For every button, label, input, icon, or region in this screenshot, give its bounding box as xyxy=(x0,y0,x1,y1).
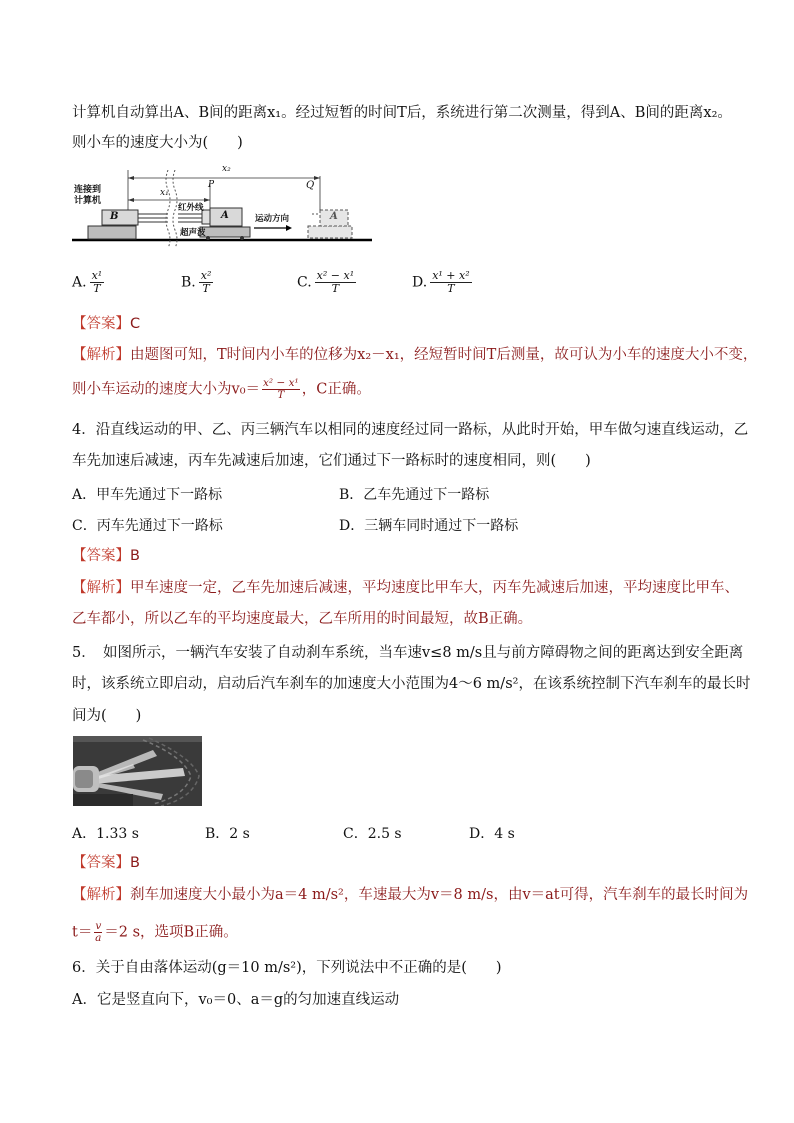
q5-analysis-line-1 xyxy=(72,885,748,905)
q4-option-d: D．三辆车同时通过下一路标 xyxy=(339,518,519,534)
q3-diagram xyxy=(72,164,377,248)
q5-answer xyxy=(72,853,140,873)
q3-option-d xyxy=(412,270,472,295)
a2-cart xyxy=(308,226,352,238)
label-q: Q xyxy=(306,180,315,191)
q6-text-line-1: 6．关于自由落体运动(g＝10 m/s²)，下列说法中不正确的是( ) xyxy=(72,960,502,976)
q5-analysis-tag: 【解析】 xyxy=(72,887,130,903)
q3-option-c-prefix: C. xyxy=(297,274,312,291)
q4-option-a: A．甲车先通过下一路标 xyxy=(72,487,223,503)
q5-analysis-text-2b: ＝2 s，选项B正确。 xyxy=(104,924,238,941)
label-a2: A xyxy=(330,211,338,222)
q4-text-line-1: 4．沿直线运动的甲、乙、丙三辆汽车以相同的速度经过同一路标，从此时开始，甲车做匀速直线运动，乙 xyxy=(72,422,749,438)
q5-analysis-frac-num: v xyxy=(95,920,102,932)
q4-analysis-tag: 【解析】 xyxy=(72,580,130,596)
q5-analysis-line-2 xyxy=(72,921,238,944)
q5-option-c: C．2.5 s xyxy=(343,826,402,842)
q3-answer-tag: 【答案】 xyxy=(72,316,130,332)
q3-text-line-2: 则小车的速度大小为( ) xyxy=(72,135,243,151)
q3-option-b-prefix: B. xyxy=(181,274,196,291)
label-infrared: 红外线 xyxy=(178,203,204,213)
q5-answer-value: B xyxy=(130,855,140,871)
q3-analysis-frac-den: T xyxy=(277,389,285,401)
label-b: B xyxy=(110,211,119,222)
q4-answer-tag: 【答案】 xyxy=(72,548,130,564)
q5-text-line-1: 5． 如图所示，一辆汽车安装了自动刹车系统，当车速v≤8 m/s且与前方障碍物之间的距离达到安全距离 xyxy=(72,645,744,661)
q3-answer xyxy=(72,314,140,334)
q3-option-d-frac xyxy=(430,270,471,295)
q4-option-c: C．丙车先通过下一路标 xyxy=(72,518,223,534)
q5-text-line-3: 间为( ) xyxy=(72,708,142,724)
q3-option-a-den: T xyxy=(93,282,101,295)
q3-analysis-text-1: 由题图可知，T时间内小车的位移为x₂－x₁，经短暂时间T后测量，故可认为小车的速度大小不变， xyxy=(130,347,758,363)
q3-answer-value: C xyxy=(130,316,141,332)
q3-analysis-line-1 xyxy=(72,345,757,365)
q4-answer xyxy=(72,546,140,566)
label-a: A xyxy=(221,210,229,221)
q5-option-a: A．1.33 s xyxy=(72,826,139,842)
q4-answer-value: B xyxy=(130,548,140,564)
q4-analysis-text-1: 甲车速度一定，乙车先加速后减速，平均速度比甲车大，丙车先减速后加速，平均速度比甲车、 xyxy=(130,580,739,596)
q3-analysis-text-2a: 则小车运动的速度大小为v₀＝ xyxy=(72,381,261,398)
q5-car-photo xyxy=(73,736,202,806)
q3-option-c-num: x² − x¹ xyxy=(316,269,355,282)
q3-option-b-frac xyxy=(199,270,214,295)
q3-analysis-frac xyxy=(262,378,300,401)
q4-analysis-line-2 xyxy=(72,609,532,629)
q5-analysis-text-1: 刹车加速度大小最小为a＝4 m/s²，车速最大为v＝8 m/s，由v＝at可得，汽车刹车的最长时间为 xyxy=(130,887,749,903)
q3-option-a-frac xyxy=(90,270,105,295)
q4-analysis-text-2: 乙车都小，所以乙车的平均速度最大，乙车所用的时间最短，故B正确。 xyxy=(72,611,533,627)
break-mark-1 xyxy=(166,170,170,248)
label-direction: 运动方向 xyxy=(255,214,290,224)
q3-option-c xyxy=(297,270,356,295)
label-connect-2: 计算机 xyxy=(74,196,102,206)
label-connect-1: 连接到 xyxy=(74,185,102,195)
q3-analysis-tag: 【解析】 xyxy=(72,347,130,363)
q3-option-d-num: x¹ + x² xyxy=(432,269,470,282)
b-box xyxy=(102,210,138,225)
q5-car-photo-svg xyxy=(73,736,202,806)
break-mark-2 xyxy=(173,170,177,248)
q3-option-c-frac xyxy=(315,270,356,295)
q4-text-line-2: 车先加速后减速，丙车先减速后加速，它们通过下一路标时的速度相同，则( ) xyxy=(72,453,591,469)
q3-text-line-1: 计算机自动算出A、B间的距离x₁。经过短暂的时间T后，系统进行第二次测量，得到A、B间的距离x₂。 xyxy=(72,105,732,121)
q3-option-c-den: T xyxy=(331,282,340,295)
q5-analysis-frac xyxy=(94,921,102,944)
q3-option-a-prefix: A. xyxy=(72,274,87,291)
q6-option-a: A．它是竖直向下，v₀＝0、a＝g的匀加速直线运动 xyxy=(72,992,400,1008)
q5-analysis-frac-den: a xyxy=(95,932,102,944)
b-base xyxy=(88,226,136,239)
q4-analysis-line-1 xyxy=(72,578,739,598)
q3-analysis-frac-num: x² − x¹ xyxy=(263,377,299,389)
q3-analysis-text-2b: ，C正确。 xyxy=(301,381,371,398)
q5-answer-tag: 【答案】 xyxy=(72,855,130,871)
a-cart xyxy=(200,227,250,237)
q3-option-d-den: T xyxy=(447,282,455,295)
q3-option-a xyxy=(72,270,104,295)
label-x2: x₂ xyxy=(222,164,231,174)
q3-diagram-svg xyxy=(72,170,377,248)
q3-option-d-prefix: D. xyxy=(412,274,428,291)
q3-analysis-line-2 xyxy=(72,378,371,401)
label-x1: x₁ xyxy=(160,188,169,198)
q5-option-b: B．2 s xyxy=(205,826,250,842)
label-ultrasonic: 超声波 xyxy=(180,228,206,238)
q5-option-d: D．4 s xyxy=(469,826,515,842)
q3-option-b xyxy=(181,270,213,295)
q3-option-b-den: T xyxy=(202,282,210,295)
label-p: P xyxy=(208,180,215,190)
q5-text-line-2: 时，该系统立即启动，启动后汽车刹车的加速度大小范围为4～6 m/s²，在该系统控制下汽车刹车的最长时 xyxy=(72,676,751,692)
q3-option-b-num: x² xyxy=(200,269,212,282)
q3-option-a-num: x¹ xyxy=(91,269,103,282)
q4-option-b: B．乙车先通过下一路标 xyxy=(339,487,490,503)
q5-analysis-text-2a: t＝ xyxy=(72,924,93,941)
